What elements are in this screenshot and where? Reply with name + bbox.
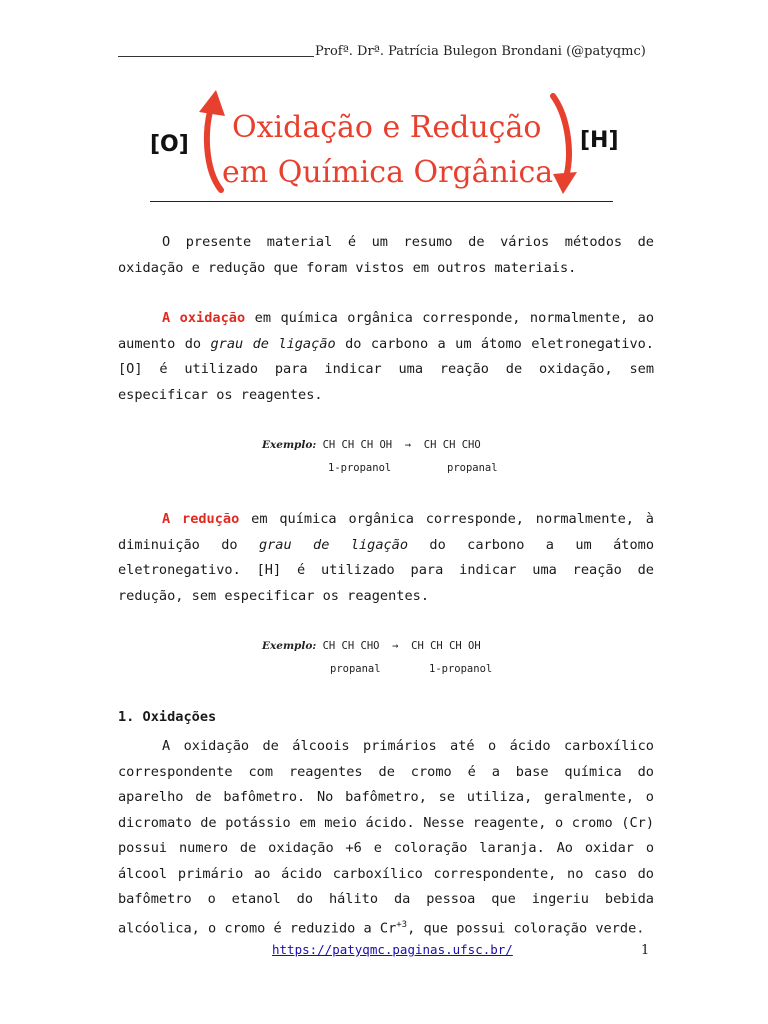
reduction-paragraph xyxy=(118,507,654,609)
reduction-label: [H] xyxy=(580,128,619,153)
oxidation-arrowhead xyxy=(199,90,225,116)
reduction-lead: A redução xyxy=(162,511,240,527)
example-2-product: CH CH CH OH xyxy=(411,640,481,652)
title-rule xyxy=(150,201,613,202)
intro-paragraph: O presente material é um resumo de vários métodos de oxidação e redução que foram vistos em outros materiais. xyxy=(118,234,654,276)
example-1-label: Exemplo: xyxy=(262,439,317,451)
page-number: 1 xyxy=(641,943,650,958)
oxidation-label: [O] xyxy=(150,132,189,157)
example-2-reactant: CH CH CHO xyxy=(322,640,380,652)
oxidation-text-a: em química orgânica corresponde, normalmente, ao aumento do xyxy=(118,310,654,352)
section-1-heading: 1. Oxidações xyxy=(118,709,217,725)
reduction-text-a: em química orgânica corresponde, normalmente, à diminuição do xyxy=(118,511,654,553)
example-1-equation xyxy=(262,439,481,451)
oxidation-lead: A oxidação xyxy=(162,310,246,326)
example-1-arrow: → xyxy=(404,439,412,451)
oxidation-up-arrow xyxy=(207,102,221,190)
section-1-text-b: , que possui coloração verde. xyxy=(407,920,645,937)
reduction-emph: grau de ligação xyxy=(258,536,409,553)
section-1-text-a: A oxidação de álcoois primários até o ácido carboxílico correspondente com reagentes de cromo é a base química do aparelho de bafômetro. No bafômetro, se utiliza, geralmente, o dicromato de potássio em meio ácido. Nesse reagente, o cromo (Cr) possui numero de oxidação +6 e coloração laranja. Ao oxidar o álcool primário ao ácido carboxílico correspondente, no caso do bafômetro o etanol do hálito da pessoa que ingeriu bebida alcóolica, o cromo é reduzido a Cr xyxy=(118,738,654,937)
title-line-2: em Química Orgânica xyxy=(222,155,554,190)
oxidation-emph: grau de ligação xyxy=(210,335,336,352)
title-line-1: Oxidação e Redução xyxy=(232,110,542,145)
section-1-paragraph xyxy=(118,734,654,942)
section-1-superscript: +3 xyxy=(396,919,408,930)
example-1-product-name: propanal xyxy=(447,462,498,474)
footer-website-link[interactable]: https://patyqmc.paginas.ufsc.br/ xyxy=(272,942,513,957)
example-2-label: Exemplo: xyxy=(262,640,317,652)
oxidation-paragraph xyxy=(118,306,654,408)
reduction-arrowhead xyxy=(553,172,577,194)
example-2-equation xyxy=(262,640,481,652)
example-2-arrow: → xyxy=(392,640,399,652)
oxidation-text-b: do carbono a um átomo eletronegativo. [O] é utilizado para indicar uma reação de oxidação, sem especificar os reagentes. xyxy=(118,335,654,403)
header-rule xyxy=(118,56,314,57)
example-2-reactant-name: propanal xyxy=(330,663,381,675)
reduction-down-arrow xyxy=(553,96,569,180)
example-1-reactant-name: 1-propanol xyxy=(328,462,392,474)
reduction-text-b: do carbono a um átomo eletronegativo. [H] é utilizado para indicar uma reação de redução, sem especificar os reagentes. xyxy=(118,536,654,604)
example-1-reactant: CH CH CH OH xyxy=(322,439,393,451)
example-1-product: CH CH CHO xyxy=(423,439,481,451)
example-2-product-name: 1-propanol xyxy=(429,663,493,675)
header-author: Profª. Drª. Patrícia Bulegon Brondani (@patyqmc) xyxy=(315,44,646,59)
